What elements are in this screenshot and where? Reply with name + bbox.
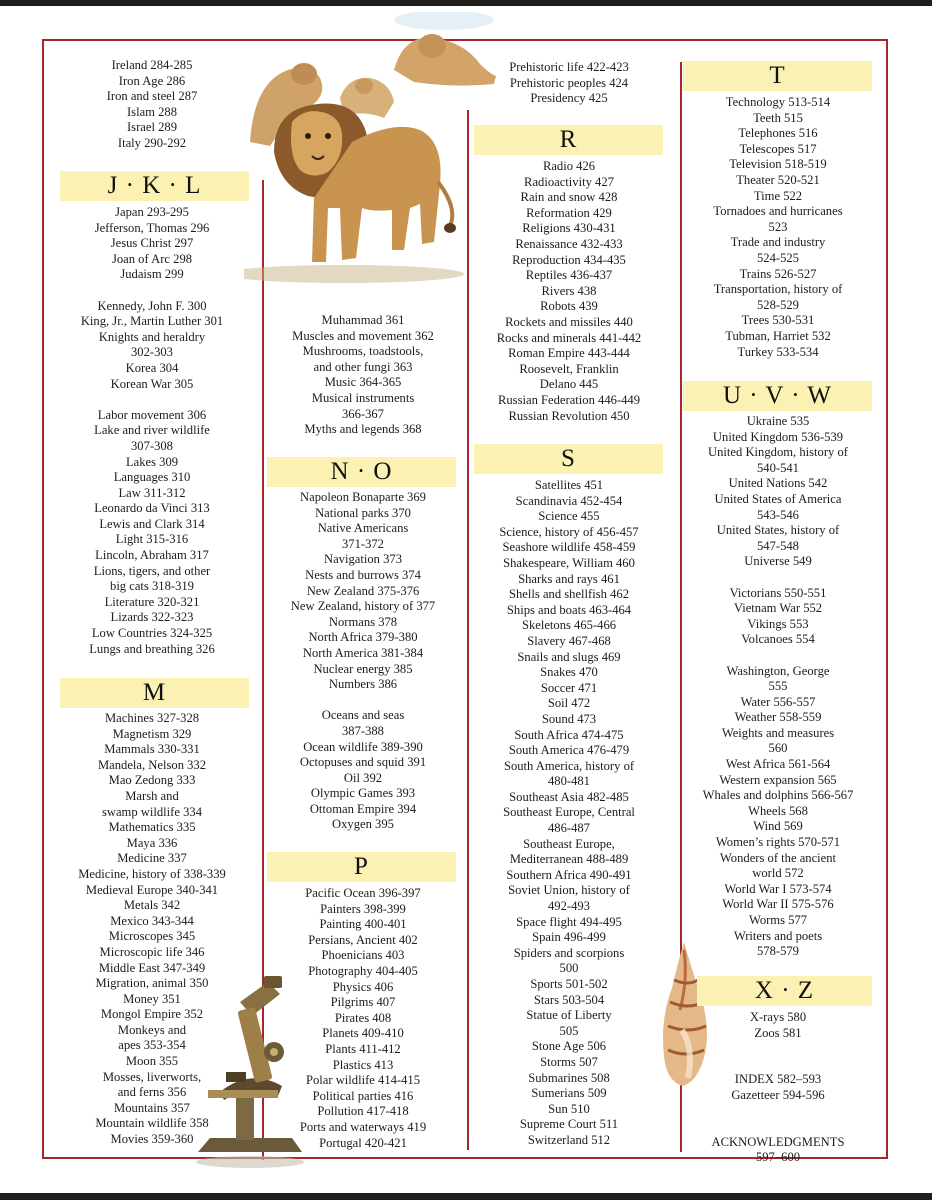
index-entry: Ottoman Empire 394: [309, 801, 417, 816]
index-entry: Lake and river wildlife: [94, 423, 210, 438]
index-entry: Persians, Ancient 402: [308, 932, 418, 947]
index-entry: Oxygen 395: [332, 817, 394, 832]
section-header-p: P: [267, 852, 456, 882]
index-entry: Medieval Europe 340-341: [85, 882, 219, 897]
index-entry: Oil 392: [343, 770, 383, 785]
entry-gap: [48, 392, 256, 408]
index-entry: Israel 289: [126, 120, 177, 135]
index-entry: Lincoln, Abraham 317: [95, 548, 209, 563]
index-entry: Magnetism 329: [112, 726, 192, 741]
index-entry: Telescopes 517: [739, 141, 817, 156]
index-entry: Ireland 284-285: [111, 58, 193, 72]
index-entry: Wonders of the ancient: [719, 850, 837, 865]
index-entry: Vietnam War 552: [733, 601, 823, 616]
entry-gap: [683, 1104, 873, 1120]
index-entry: 371-372: [342, 536, 384, 551]
index-entry: Washington, George: [726, 663, 830, 678]
index-entry: Joan of Arc 298: [111, 251, 193, 266]
index-entry: Science, history of 456-457: [499, 524, 639, 539]
index-entry: Reptiles 436-437: [525, 268, 613, 283]
section-header-xz: X · Z: [697, 976, 872, 1006]
entries-r: [474, 159, 664, 424]
index-entry: Ports and waterways 419: [299, 1119, 427, 1134]
index-entry: 543-546: [757, 507, 799, 522]
index-entry: World War II 575-576: [722, 897, 834, 912]
index-entry: Shakespeare, William 460: [503, 555, 635, 570]
index-entry: King, Jr., Martin Luther 301: [80, 314, 224, 329]
entry-gap: [683, 1041, 873, 1057]
index-entry: Marsh and: [125, 788, 179, 803]
index-entry: Reformation 429: [526, 205, 612, 220]
index-entry: Lewis and Clark 314: [99, 516, 205, 531]
index-entry: Ships and boats 463-464: [506, 602, 632, 617]
entry-gap: [48, 283, 256, 299]
index-entry: Storms 507: [540, 1054, 598, 1069]
index-entry: Lakes 309: [125, 454, 179, 469]
index-entry: Volcanoes 554: [741, 632, 815, 647]
index-entry: and other fungi 363: [313, 359, 413, 374]
index-entry: Kennedy, John F. 300: [97, 298, 207, 313]
index-entry: South America 476-479: [508, 743, 630, 758]
index-entry: Mexico 343-344: [110, 913, 194, 928]
index-entry: Light 315-316: [115, 532, 189, 547]
index-entry: ACKNOWLEDGMENTS: [711, 1134, 845, 1149]
index-entry: X-rays 580: [749, 1010, 807, 1024]
index-entry: Native Americans: [317, 521, 409, 536]
index-entry: Korea 304: [125, 360, 179, 375]
index-entry: Russian Revolution 450: [508, 408, 630, 423]
index-entry: Painters 398-399: [320, 901, 406, 916]
index-entry: apes 353-354: [118, 1038, 186, 1053]
index-entry: and ferns 356: [117, 1085, 187, 1100]
index-entry: Renaissance 432-433: [515, 236, 623, 251]
index-entry: Mongol Empire 352: [100, 1007, 204, 1022]
index-entry: Satellites 451: [534, 478, 604, 492]
index-entry: United Kingdom, history of: [708, 445, 848, 460]
index-entry: Sumerians 509: [531, 1086, 607, 1101]
index-entry: Political parties 416: [312, 1088, 414, 1103]
entries-m-continued: [268, 313, 458, 438]
index-entry: Islam 288: [126, 104, 178, 119]
index-entry: 597–600: [755, 1150, 801, 1165]
index-entry: 555: [768, 679, 788, 694]
index-entry: Painting 400-401: [319, 917, 407, 932]
index-entry: Prehistoric life 422-423: [509, 60, 629, 74]
index-entry: Russian Federation 446-449: [497, 392, 640, 407]
index-entry: Rockets and missiles 440: [505, 314, 633, 329]
index-entry: Myths and legends 368: [304, 422, 422, 437]
index-entry: United States of America: [714, 491, 842, 506]
index-entry: United Nations 542: [728, 476, 828, 491]
index-entry: South America, history of: [503, 758, 635, 773]
index-entry: Migration, animal 350: [95, 976, 209, 991]
index-entry: Science 455: [538, 509, 600, 524]
index-entry: Mushrooms, toadstools,: [302, 344, 424, 359]
index-entry: North America 381-384: [302, 645, 424, 660]
index-entry: Writers and poets: [733, 928, 823, 943]
index-entry: Weights and measures: [721, 725, 835, 740]
index-entry: Mathematics 335: [108, 820, 196, 835]
lion-illustration: [244, 12, 500, 287]
index-entry: big cats 318-319: [110, 579, 194, 594]
index-entry: 505: [559, 1023, 579, 1038]
index-entry: Olympic Games 393: [310, 786, 416, 801]
index-entry: Mandela, Nelson 332: [97, 757, 207, 772]
index-entry: Muhammad 361: [321, 313, 405, 327]
index-entry: Jesus Christ 297: [110, 236, 194, 251]
index-entry: Japan 293-295: [115, 205, 189, 219]
index-entry: Mao Zedong 333: [108, 773, 196, 788]
index-entry: Trade and industry: [730, 235, 826, 250]
index-entry: Ocean wildlife 389-390: [303, 739, 423, 754]
index-entry: Soccer 471: [540, 680, 598, 695]
index-entry: 528-529: [757, 297, 799, 312]
entries-p: [268, 886, 458, 1151]
index-entry: Presidency 425: [530, 91, 608, 106]
index-entry: Universe 549: [744, 554, 812, 569]
entry-gap: [683, 1119, 873, 1135]
index-entry: Television 518-519: [729, 157, 827, 172]
index-entry: Supreme Court 511: [519, 1117, 619, 1132]
index-entry: Sound 473: [541, 711, 597, 726]
section-header-t: T: [683, 61, 872, 91]
index-entry: Zoos 581: [754, 1025, 802, 1040]
index-entry: 480-481: [548, 774, 590, 789]
index-entry: Iron Age 286: [118, 73, 186, 88]
index-entry: South Africa 474-475: [514, 727, 624, 742]
index-entry: 366-367: [342, 406, 384, 421]
index-entry: Spiders and scorpions: [513, 945, 625, 960]
index-entry: Oceans and seas: [321, 708, 405, 723]
index-entry: Law 311-312: [118, 485, 186, 500]
index-entry: swamp wildlife 334: [101, 804, 203, 819]
index-entry: Metals 342: [123, 898, 181, 913]
index-entry: Time 522: [753, 188, 803, 203]
index-entry: Teeth 515: [753, 110, 803, 125]
index-entry: Stars 503-504: [533, 992, 605, 1007]
index-entry: Judaism 299: [120, 267, 184, 282]
index-entry: Snails and slugs 469: [517, 649, 621, 664]
index-entry: Muscles and movement 362: [292, 328, 434, 343]
index-entry: Physics 406: [332, 979, 394, 994]
bottom-edge-bar: [0, 1193, 932, 1200]
index-entry: Prehistoric peoples 424: [509, 75, 629, 90]
index-entry: Telephones 516: [738, 126, 818, 141]
index-entry: United Kingdom 536-539: [712, 429, 844, 444]
index-entry: Rocks and minerals 441-442: [496, 330, 642, 345]
index-entry: Delano 445: [539, 377, 599, 392]
index-entry: Mosses, liverworts,: [102, 1069, 202, 1084]
index-entry: Pilgrims 407: [330, 995, 396, 1010]
index-entry: Normans 378: [328, 614, 398, 629]
index-entry: Mountains 357: [114, 1100, 190, 1115]
index-entry: Tubman, Harriet 532: [725, 328, 831, 343]
index-entry: Trees 530-531: [741, 313, 815, 328]
index-entry: Musical instruments: [311, 390, 415, 405]
index-entry: Robots 439: [540, 299, 598, 314]
entry-gap: [683, 648, 873, 664]
index-entry: Submarines 508: [528, 1070, 610, 1085]
section-header-s: S: [474, 444, 663, 474]
index-entry: Planets 409-410: [322, 1026, 404, 1041]
index-entry: Turkey 533-534: [737, 344, 819, 359]
entries-xz-and-back-matter: [683, 1010, 873, 1166]
entries-p-continued: [474, 60, 664, 107]
index-entry: Worms 577: [748, 913, 808, 927]
index-entry: Lizards 322-323: [110, 610, 194, 625]
index-entry: Navigation 373: [324, 552, 402, 567]
index-entry: Trains 526-527: [739, 266, 817, 281]
index-entry: Literature 320-321: [104, 594, 200, 609]
index-entry: Sharks and rays 461: [518, 571, 620, 586]
index-entry: Pacific Ocean 396-397: [305, 886, 421, 900]
index-entry: Slavery 467-468: [527, 633, 611, 648]
section-header-jkl: J · K · L: [60, 171, 249, 201]
index-entry: 560: [768, 741, 788, 756]
index-entry: Monkeys and: [117, 1022, 187, 1037]
index-entry: Southeast Asia 482-485: [509, 789, 629, 804]
index-entry: Snakes 470: [540, 665, 598, 680]
index-entry: Microscopes 345: [108, 929, 196, 944]
index-entry: North Africa 379-380: [308, 630, 418, 645]
index-entry: Radioactivity 427: [524, 174, 614, 189]
index-entry: Rivers 438: [541, 283, 597, 298]
index-entry: Victorians 550-551: [729, 585, 827, 600]
index-entry: Sun 510: [548, 1101, 590, 1116]
index-entry: 302-303: [131, 345, 173, 360]
index-entry: New Zealand 375-376: [306, 583, 420, 598]
index-entry: Italy 290-292: [117, 135, 187, 150]
index-entry: Medicine, history of 338-339: [78, 866, 226, 881]
index-entry: New Zealand, history of 377: [290, 599, 436, 614]
top-edge-bar: [0, 0, 932, 6]
index-entry: Movies 359-360: [110, 1132, 194, 1147]
index-entry: Soil 472: [547, 696, 591, 711]
index-entry: 523: [768, 219, 788, 234]
entries-m: [48, 711, 256, 1148]
index-entry: Napoleon Bonaparte 369: [300, 490, 426, 504]
index-entry: Mammals 330-331: [104, 742, 200, 757]
section-header-uvw: U · V · W: [683, 381, 872, 411]
index-entry: Lions, tigers, and other: [93, 563, 211, 578]
index-entry: Maya 336: [126, 835, 178, 850]
entries-s: [474, 478, 664, 1149]
index-entry: Weather 558-559: [734, 710, 822, 725]
index-entry: Western expansion 565: [719, 772, 837, 787]
index-entry: Portugal 420-421: [319, 1135, 407, 1150]
index-entry: Languages 310: [113, 470, 191, 485]
index-entry: Seashore wildlife 458-459: [502, 540, 636, 555]
index-entry: West Africa 561-564: [725, 757, 831, 772]
index-entry: Pollution 417-418: [317, 1104, 409, 1119]
index-entry: Ukraine 535: [746, 414, 810, 428]
index-entry: Religions 430-431: [522, 221, 616, 236]
entry-gap: [683, 1057, 873, 1073]
index-entry: Lungs and breathing 326: [89, 641, 215, 656]
index-entry: Space flight 494-495: [516, 914, 622, 929]
index-entry: 307-308: [131, 438, 173, 453]
index-entry: Leonardo da Vinci 313: [94, 501, 210, 516]
entries-jkl: [48, 205, 256, 657]
section-header-m: M: [60, 678, 249, 708]
index-entry: Gazetteer 594-596: [731, 1087, 825, 1102]
index-entry: Knights and heraldry: [98, 329, 206, 344]
index-entry: Transportation, history of: [713, 282, 843, 297]
index-entry: Numbers 386: [328, 677, 398, 692]
index-entry: Switzerland 512: [527, 1132, 611, 1147]
index-entry: Southeast Europe,: [523, 836, 615, 851]
index-entry: Medicine 337: [117, 851, 187, 866]
index-entry: Nests and burrows 374: [305, 567, 421, 582]
index-entry: Technology 513-514: [725, 95, 831, 109]
index-entry: Plants 411-412: [325, 1041, 401, 1056]
index-entry: Octopuses and squid 391: [299, 755, 427, 770]
index-entry: Money 351: [123, 991, 181, 1006]
index-entry: Low Countries 324-325: [91, 626, 213, 641]
index-entry: 492-493: [548, 899, 590, 914]
index-entry: 486-487: [548, 821, 590, 836]
entries-t: [683, 95, 873, 360]
index-entry: Whales and dolphins 566-567: [702, 788, 854, 803]
index-entry: Soviet Union, history of: [508, 883, 630, 898]
index-entry: Southern Africa 490-491: [506, 867, 632, 882]
index-entry: National parks 370: [315, 505, 411, 520]
index-entry: Skeletons 465-466: [521, 618, 617, 633]
index-entry: Microscopic life 346: [99, 944, 205, 959]
index-entry: Korean War 305: [110, 376, 194, 391]
index-entry: Reproduction 434-435: [512, 252, 626, 267]
index-entry: Machines 327-328: [104, 711, 200, 725]
index-entry: 578-579: [757, 944, 799, 959]
entries-uvw: [683, 414, 873, 960]
index-entry: Scandinavia 452-454: [515, 493, 623, 508]
index-entry: Vikings 553: [747, 616, 809, 631]
index-entry: Southeast Europe, Central: [503, 805, 635, 820]
index-entry: Spain 496-499: [532, 930, 606, 945]
index-entry: Music 364-365: [324, 375, 402, 390]
index-entry: 524-525: [757, 250, 799, 265]
index-entry: Plastics 413: [332, 1057, 394, 1072]
index-entry: Pirates 408: [334, 1010, 392, 1025]
index-entry: Wind 569: [753, 819, 803, 834]
index-entry: 540-541: [757, 460, 799, 475]
section-header-r: R: [474, 125, 663, 155]
index-entry: Rain and snow 428: [520, 190, 618, 205]
index-entry: Wheels 568: [748, 803, 808, 818]
index-entry: Moon 355: [125, 1054, 179, 1069]
index-entry: Labor movement 306: [97, 407, 207, 422]
section-header-no: N · O: [267, 457, 456, 487]
index-entry: Mountain wildlife 358: [95, 1116, 209, 1131]
index-entry: Mediterranean 488-489: [509, 852, 629, 867]
index-entry: Women’s rights 570-571: [715, 835, 841, 850]
entries-i: [48, 58, 256, 152]
index-entry: 500: [559, 961, 579, 976]
index-entry: INDEX 582–593: [734, 1072, 822, 1087]
entry-gap: [683, 570, 873, 586]
index-entry: World War I 573-574: [724, 881, 832, 896]
index-entry: Shells and shellfish 462: [509, 587, 629, 602]
index-entry: Jefferson, Thomas 296: [94, 220, 210, 235]
index-entry: Theater 520-521: [736, 172, 820, 187]
index-entry: 387-388: [342, 723, 384, 738]
index-entry: Roosevelt, Franklin: [519, 361, 619, 376]
index-entry: Phoenicians 403: [321, 948, 405, 963]
index-entry: 547-548: [757, 538, 799, 553]
index-entry: Sports 501-502: [530, 977, 608, 991]
index-entry: Polar wildlife 414-415: [305, 1073, 421, 1088]
index-entry: Radio 426: [542, 159, 596, 173]
index-entry: United States, history of: [716, 523, 840, 538]
entries-no: [268, 490, 458, 833]
index-entry: Water 556-557: [740, 694, 816, 709]
index-entry: Iron and steel 287: [106, 89, 198, 104]
index-entry: Tornadoes and hurricanes: [713, 204, 843, 219]
index-entry: world 572: [752, 866, 804, 881]
index-entry: Nuclear energy 385: [313, 661, 413, 676]
index-entry: Stone Age 506: [531, 1039, 607, 1054]
index-entry: Photography 404-405: [308, 963, 418, 978]
index-entry: Middle East 347-349: [98, 960, 206, 975]
index-entry: Roman Empire 443-444: [508, 346, 630, 361]
index-entry: Statue of Liberty: [526, 1008, 612, 1023]
entry-gap: [268, 693, 458, 709]
